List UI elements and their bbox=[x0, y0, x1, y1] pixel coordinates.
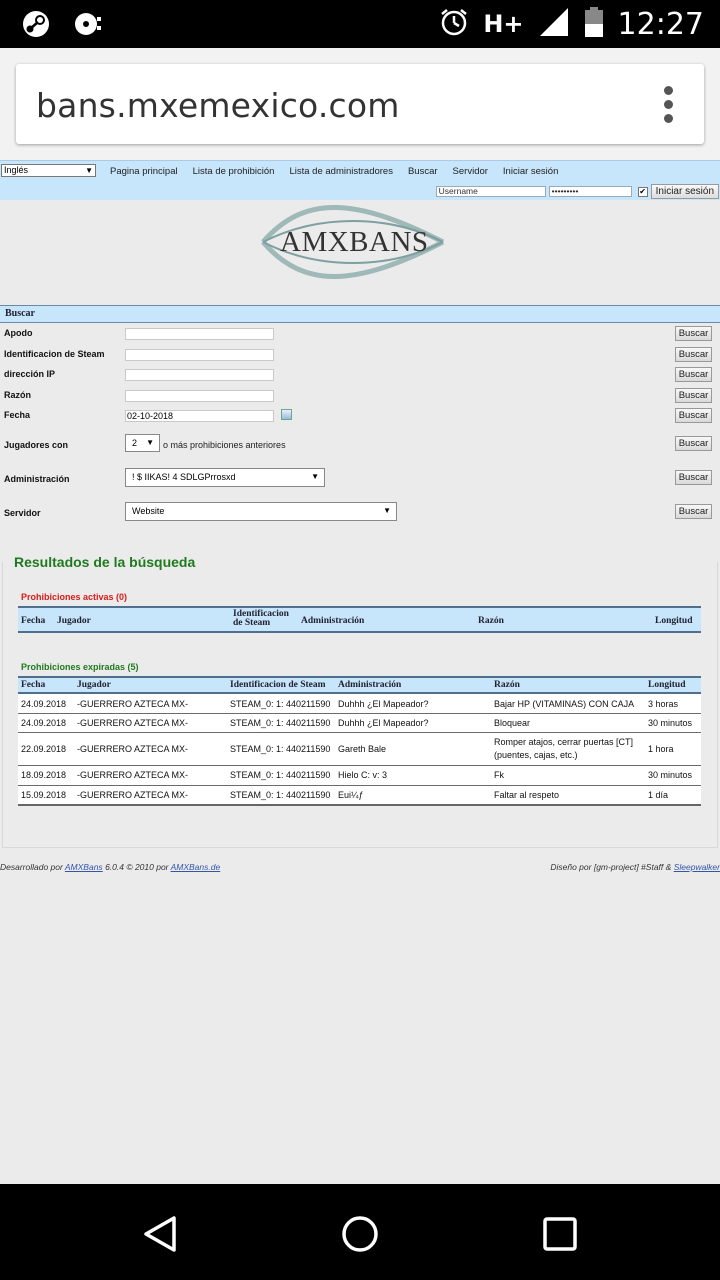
overflow-menu-icon[interactable] bbox=[664, 86, 674, 122]
active-bans-title: Prohibiciones activas (0) bbox=[21, 592, 128, 602]
chevron-down-icon: ▼ bbox=[311, 472, 319, 481]
search-button-server[interactable]: Buscar bbox=[675, 504, 712, 519]
alarm-icon bbox=[439, 7, 469, 42]
sleepwalker-link[interactable]: Sleepwalker bbox=[673, 862, 720, 872]
nav-home[interactable]: Pagina principal bbox=[110, 166, 178, 177]
steam-id-input[interactable] bbox=[125, 349, 274, 361]
ip-input[interactable] bbox=[125, 369, 274, 381]
search-row-servidor: Servidor Website ▼ Buscar bbox=[0, 500, 720, 526]
server-select[interactable]: Website ▼ bbox=[125, 502, 397, 521]
battery-icon bbox=[584, 6, 604, 43]
search-button-players[interactable]: Buscar bbox=[675, 436, 712, 451]
search-button-steam[interactable]: Buscar bbox=[675, 347, 712, 362]
logo-text: AMXBANS bbox=[280, 226, 429, 258]
chevron-down-icon: ▼ bbox=[85, 166, 93, 175]
top-navigation bbox=[0, 160, 720, 200]
expired-bans-header: Fecha Jugador Identificacion de Steam Administración Razón Longitud bbox=[18, 676, 701, 694]
search-row-ip: dirección IP Buscar bbox=[0, 365, 720, 385]
network-type: H+ bbox=[483, 10, 524, 38]
search-button-date[interactable]: Buscar bbox=[675, 408, 712, 423]
clock: 12:27 bbox=[617, 6, 704, 42]
apodo-input[interactable] bbox=[125, 328, 274, 340]
media-icon bbox=[72, 8, 104, 40]
back-icon[interactable] bbox=[138, 1212, 182, 1256]
nav-admin-list[interactable]: Lista de administradores bbox=[289, 166, 393, 177]
search-row-apodo: Apodo Buscar bbox=[0, 324, 720, 344]
url-text[interactable]: bans.mxemexico.com bbox=[36, 86, 400, 125]
system-nav-bar bbox=[0, 1184, 720, 1280]
amxbans-logo bbox=[258, 204, 448, 282]
search-row-admin: Administración ! $ IIKAS! 4 SDLGPrrosxd ▼ Buscar bbox=[0, 466, 720, 492]
search-button-apodo[interactable]: Buscar bbox=[675, 326, 712, 341]
search-button-admin[interactable]: Buscar bbox=[675, 470, 712, 485]
signal-icon bbox=[538, 6, 570, 43]
ban-count-select[interactable]: 2 ▼ bbox=[125, 434, 160, 452]
expired-bans-title: Prohibiciones expiradas (5) bbox=[21, 662, 139, 672]
calendar-icon[interactable] bbox=[281, 409, 292, 420]
nav-ban-list[interactable]: Lista de prohibición bbox=[192, 166, 275, 177]
search-row-steam: Identificacion de Steam Buscar bbox=[0, 345, 720, 365]
search-row-fecha: Fecha 02-10-2018 Buscar bbox=[0, 406, 720, 426]
login-button[interactable]: Iniciar sesión bbox=[651, 184, 719, 199]
nav-server[interactable]: Servidor bbox=[452, 166, 488, 177]
web-page: Inglés ▼ Pagina principal Lista de prohibición Lista de administradores Buscar Servidor Iniciar sesión Username ••••••••• ✔ Iniciar sesión AMXBANS Buscar Apodo Buscar Identificacion de Steam Buscar dirección IP Buscar Razón Buscar Fecha 02-10-2018 Buscar Jugadores con 2 ▼ o más prohibiciones anteriores Buscar Administración ! $ IIKAS! 4 SDLGPrrosxd ▼ Buscar Servidor Website ▼ Buscar Resultados de la búsqueda Prohibiciones activas (0) Fecha Jugador Identificacion de Steam Administración Razón Longitud Prohibiciones expiradas (5) Fecha Jugador Identificacion de Steam Administración Razón Longitud 24.09.2018 -GUERRERO AZTECA MX- STEAM_0: 1: 440211590 Duhhh ¿El Mapeador? Bajar HP (VITAMINAS) CON CAJA 3 horas 24.09.2018 -GUERRERO AZTECA MX- STEAM_0: 1: 440211590 Duhhh ¿El Mapeador? Bloquear 30 minutos 22.09.2018 -GUERRERO AZTECA MX- STEAM_0: 1: 440211590 Gareth Bale Romper atajos, cerrar puertas [CT] (puentes, cajas, etc.) 1 hora 18.09.2018 -GUERRERO AZTECA MX- STEAM_0: 1: 440211590 Hielo C: v: 3 Fk 30 minutos 15.09.2018 -GUERRERO AZTECA MX- STEAM_0: 1: 440211590 Eui¼ƒ Faltar al respeto 1 día Desarrollado por AMXBans 6.0.4 © 2010 por AMXBans.de Diseño por [gm-project] #Staff & Sleepwalker bbox=[0, 160, 720, 1184]
table-row[interactable]: 18.09.2018 -GUERRERO AZTECA MX- STEAM_0: 1: 440211590 Hielo C: v: 3 Fk 30 minutos bbox=[18, 766, 701, 786]
search-results bbox=[2, 554, 718, 848]
search-header: Buscar bbox=[0, 305, 720, 323]
search-button-reason[interactable]: Buscar bbox=[675, 388, 712, 403]
date-input[interactable]: 02-10-2018 bbox=[125, 410, 274, 422]
nav-search[interactable]: Buscar bbox=[407, 166, 438, 177]
username-input[interactable]: Username bbox=[436, 186, 546, 197]
results-title: Resultados de la búsqueda bbox=[14, 554, 199, 570]
address-bar[interactable] bbox=[16, 64, 704, 144]
table-row[interactable]: 24.09.2018 -GUERRERO AZTECA MX- STEAM_0: 1: 440211590 Duhhh ¿El Mapeador? Bloquear 30 minutos bbox=[18, 714, 701, 733]
active-bans-header: Fecha Jugador Identificacion de Steam Administración Razón Longitud bbox=[18, 606, 701, 633]
search-row-jugadores: Jugadores con 2 ▼ o más prohibiciones anteriores Buscar bbox=[0, 432, 720, 458]
table-row[interactable]: 15.09.2018 -GUERRERO AZTECA MX- STEAM_0: 1: 440211590 Eui¼ƒ Faltar al respeto 1 día bbox=[18, 786, 701, 806]
amxbans-de-link[interactable]: AMXBans.de bbox=[170, 862, 221, 872]
admin-select[interactable]: ! $ IIKAS! 4 SDLGPrrosxd ▼ bbox=[125, 468, 325, 487]
language-select[interactable]: Inglés ▼ bbox=[1, 164, 96, 177]
nav-links bbox=[110, 166, 558, 177]
table-row[interactable]: 24.09.2018 -GUERRERO AZTECA MX- STEAM_0: 1: 440211590 Duhhh ¿El Mapeador? Bajar HP (VITAMINAS) CON CAJA 3 horas bbox=[18, 694, 701, 714]
nav-login[interactable]: Iniciar sesión bbox=[502, 166, 559, 177]
remember-checkbox[interactable]: ✔ bbox=[639, 186, 646, 196]
search-row-razon: Razón Buscar bbox=[0, 386, 720, 406]
recents-icon[interactable] bbox=[538, 1212, 582, 1256]
browser-toolbar bbox=[0, 48, 720, 160]
chevron-down-icon: ▼ bbox=[383, 506, 391, 515]
login-form bbox=[436, 184, 719, 199]
home-icon[interactable] bbox=[338, 1212, 382, 1256]
reason-input[interactable] bbox=[125, 390, 274, 402]
password-input[interactable]: ••••••••• bbox=[549, 186, 632, 197]
status-bar bbox=[0, 0, 720, 48]
chevron-down-icon: ▼ bbox=[146, 438, 154, 447]
table-row[interactable]: 22.09.2018 -GUERRERO AZTECA MX- STEAM_0: 1: 440211590 Gareth Bale Romper atajos, cerrar puertas [CT] (puentes, cajas, etc.) 1 hora bbox=[18, 733, 701, 766]
steam-icon bbox=[20, 8, 52, 40]
amxbans-link[interactable]: AMXBans bbox=[64, 862, 103, 872]
search-button-ip[interactable]: Buscar bbox=[675, 367, 712, 382]
